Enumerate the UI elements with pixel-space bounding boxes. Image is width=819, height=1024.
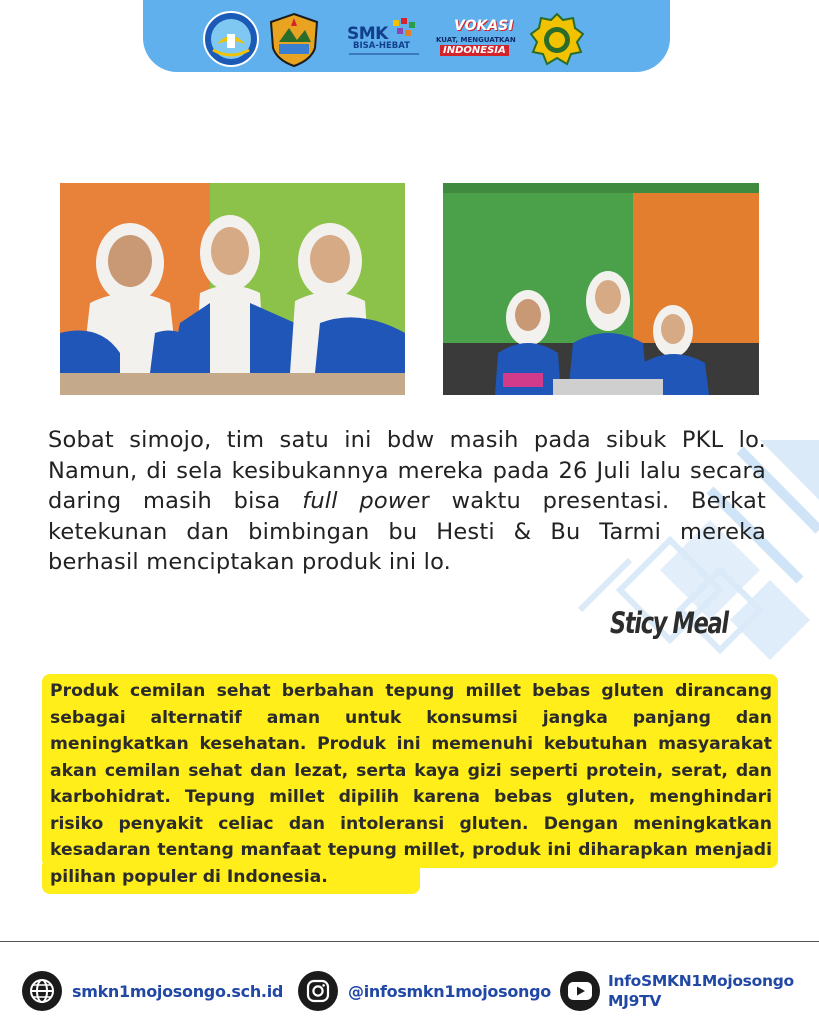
- product-description-box: [42, 674, 778, 894]
- team-photo-right: [443, 183, 759, 395]
- product-description: Produk cemilan sehat berbahan tepung millet bebas gluten dirancang sebagai alternatif aman untuk konsumsi jangka panjang dan meningkatkan kesehatan. Produk ini memenuhi kebutuhan masyarakat akan cemilan sehat dan lezat, serta kaya gizi seperti protein, serat, dan karbohidrat. Tepung millet dipilih karena bebas gluten, menghindari risiko penyakit celiac dan intoleransi gluten. Dengan meningkatkan kesadaran tentang manfaat tepung millet, produk ini diharapkan menjadi pilihan populer di Indonesia.: [50, 681, 772, 887]
- instagram-link[interactable]: @infosmkn1mojosongo: [348, 981, 551, 1001]
- vokasi-logo: VOKASI KUAT, MENGUATKAN INDONESIA: [436, 18, 516, 56]
- team-photo-left: [60, 183, 405, 395]
- instagram-icon: [298, 971, 338, 1011]
- youtube-channel[interactable]: InfoSMKN1Mojosongo MJ9TV: [608, 972, 794, 1010]
- intro-paragraph: Sobat simojo, tim satu ini bdw masih pada sibuk PKL lo. Namun, di sela kesibukannya mereka pada 26 Juli lalu secara daring masih bisa full power waktu presentasi. Berkat ketekunan dan bimbingan bu Hesti & Bu Tarmi mereka berhasil menciptakan produk ini lo.: [48, 427, 766, 575]
- globe-icon: [22, 971, 62, 1011]
- website-link[interactable]: smkn1mojosongo.sch.id: [72, 981, 284, 1001]
- header-logo-bar: [143, 0, 670, 72]
- smk-bisa-hebat-logo: SMK BISA-HEBAT: [347, 18, 421, 60]
- footer-divider: [0, 941, 819, 942]
- footer-instagram[interactable]: [298, 971, 551, 1011]
- footer-website[interactable]: [22, 971, 283, 1011]
- youtube-icon: [560, 971, 600, 1011]
- product-name: Sticy Meal: [610, 606, 728, 640]
- tut-wuri-handayani-logo: [203, 10, 259, 68]
- footer-youtube[interactable]: [560, 971, 794, 1011]
- jawa-tengah-logo: [267, 12, 321, 68]
- school-emblem-logo: [529, 12, 585, 68]
